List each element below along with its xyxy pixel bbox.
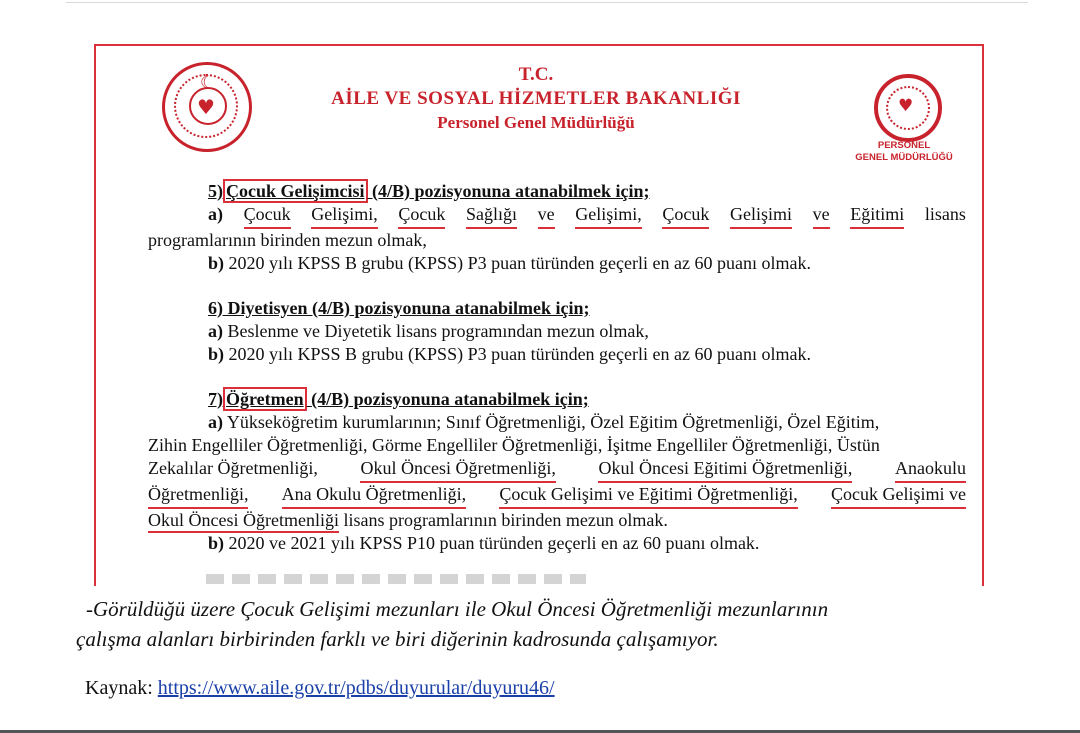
section-7-item-a-line4 <box>148 483 966 509</box>
underlined-term: Gelişimi, <box>575 203 642 229</box>
caption-line-2: GENEL MÜDÜRLÜĞÜ <box>855 152 953 163</box>
underlined-term: Çocuk Gelişimi ve Eğitimi Öğretmenliği, <box>499 483 797 509</box>
underlined-term: Öğretmenliği, <box>148 483 248 509</box>
crescent-star-icon: ☾ <box>200 73 216 93</box>
section-7-item-a-line1 <box>148 411 966 434</box>
underlined-term: Okul Öncesi Öğretmenliği, <box>360 457 555 483</box>
heading-number: 7) <box>208 389 223 409</box>
heart-icon: ♥ <box>197 95 215 119</box>
item-label: b) <box>208 533 225 553</box>
underlined-term: ve <box>538 203 555 229</box>
underlined-term: Çocuk <box>662 203 709 229</box>
section-5-item-b <box>148 252 966 275</box>
underlined-term: Ana Okulu Öğretmenliği, <box>282 483 466 509</box>
text-segment: lisans programlarının birinden mezun olmak. <box>343 510 668 530</box>
heading-rest: (4/B) pozisyonuna atanabilmek için; <box>372 181 650 201</box>
personnel-seal-right <box>874 74 942 142</box>
document-body <box>148 180 966 555</box>
underlined-term: Çocuk <box>244 203 291 229</box>
document-image-frame <box>94 44 984 586</box>
commentary-line-1: -Görüldüğü üzere Çocuk Gelişimi mezunları ile Okul Öncesi Öğretmenliği mezunlarının <box>86 597 829 621</box>
item-text: 2020 yılı KPSS B grubu (KPSS) P3 puan türünden geçerli en az 60 puanı olmak. <box>228 344 811 364</box>
item-text: 2020 yılı KPSS B grubu (KPSS) P3 puan türünden geçerli en az 60 puanı olmak. <box>228 253 811 273</box>
item-text: 2020 ve 2021 yılı KPSS P10 puan türünden geçerli en az 60 puanı olmak. <box>228 533 760 553</box>
underlined-term: Anaokulu <box>895 457 966 483</box>
text-word: lisans <box>924 204 966 224</box>
section-5-item-a-line1 <box>148 203 966 229</box>
personnel-seal-caption <box>841 140 967 164</box>
item-label: b) <box>208 253 225 273</box>
underlined-term: Gelişimi, <box>311 203 378 229</box>
letterhead-ministry: AİLE VE SOSYAL HİZMETLER BAKANLIĞI <box>331 88 741 109</box>
commentary-text <box>76 594 1036 654</box>
underlined-term: Okul Öncesi Eğitimi Öğretmenliği, <box>598 457 852 483</box>
source-citation <box>85 677 555 700</box>
ministry-seal-left <box>162 62 252 152</box>
heading-rest: (4/B) pozisyonuna atanabilmek için; <box>311 389 589 409</box>
item-label: b) <box>208 344 225 364</box>
section-7-heading <box>148 388 966 411</box>
heading-number: 5) <box>208 181 223 201</box>
highlight-box-cocuk-gelisimcisi: Çocuk Gelişimcisi <box>223 179 368 203</box>
underlined-term: Okul Öncesi Öğretmenliği <box>148 510 339 533</box>
underlined-term: Çocuk Gelişimi ve <box>831 483 966 509</box>
underlined-term: Gelişimi <box>730 203 792 229</box>
section-6-heading: 6) Diyetisyen (4/B) pozisyonuna atanabilmek için; <box>208 298 590 318</box>
item-label: a) <box>208 204 223 224</box>
section-5-item-a-line2: programlarının birinden mezun olmak, <box>148 230 427 250</box>
item-text: Yükseköğretim kurumlarının; Sınıf Öğretmenliği, Özel Eğitim Öğretmenliği, Özel Eğitim, <box>226 412 880 432</box>
source-label: Kaynak: <box>85 677 153 699</box>
underlined-term: Sağlığı <box>466 203 517 229</box>
underlined-term: Çocuk <box>398 203 445 229</box>
letterhead <box>276 64 796 134</box>
letterhead-tc: T.C. <box>518 64 554 85</box>
text-segment: Zekalılar Öğretmenliği, <box>148 458 318 478</box>
section-6-item-b <box>148 343 966 366</box>
section-5-heading <box>148 180 966 203</box>
item-text: Beslenme ve Diyetetik lisans programından mezun olmak, <box>227 321 649 341</box>
item-label: a) <box>208 321 223 341</box>
section-7-item-a-line5 <box>148 509 966 532</box>
underlined-term: ve <box>813 203 830 229</box>
section-7-item-b <box>148 532 966 555</box>
underlined-term: Eğitimi <box>850 203 904 229</box>
section-7-item-a-line3 <box>148 457 966 483</box>
top-divider <box>66 2 1028 3</box>
cropped-text-remnant <box>206 574 586 584</box>
source-link[interactable]: https://www.aile.gov.tr/pdbs/duyurular/duyuru46/ <box>157 677 555 699</box>
letterhead-department: Personel Genel Müdürlüğü <box>437 113 635 132</box>
section-6-item-a <box>148 320 966 343</box>
heart-icon: ♥ <box>898 96 914 116</box>
highlight-box-ogretmen: Öğretmen <box>223 387 307 411</box>
item-label: a) <box>208 412 223 432</box>
caption-line-1: PERSONEL <box>877 140 931 151</box>
section-7-item-a-line2: Zihin Engelliler Öğretmenliği, Görme Engelliler Öğretmenliği, İşitme Engelliler Öğretmenliği, Üstün <box>148 435 880 455</box>
commentary-line-2: çalışma alanları birbirinden farklı ve biri diğerinin kadrosunda çalışamıyor. <box>76 627 719 651</box>
